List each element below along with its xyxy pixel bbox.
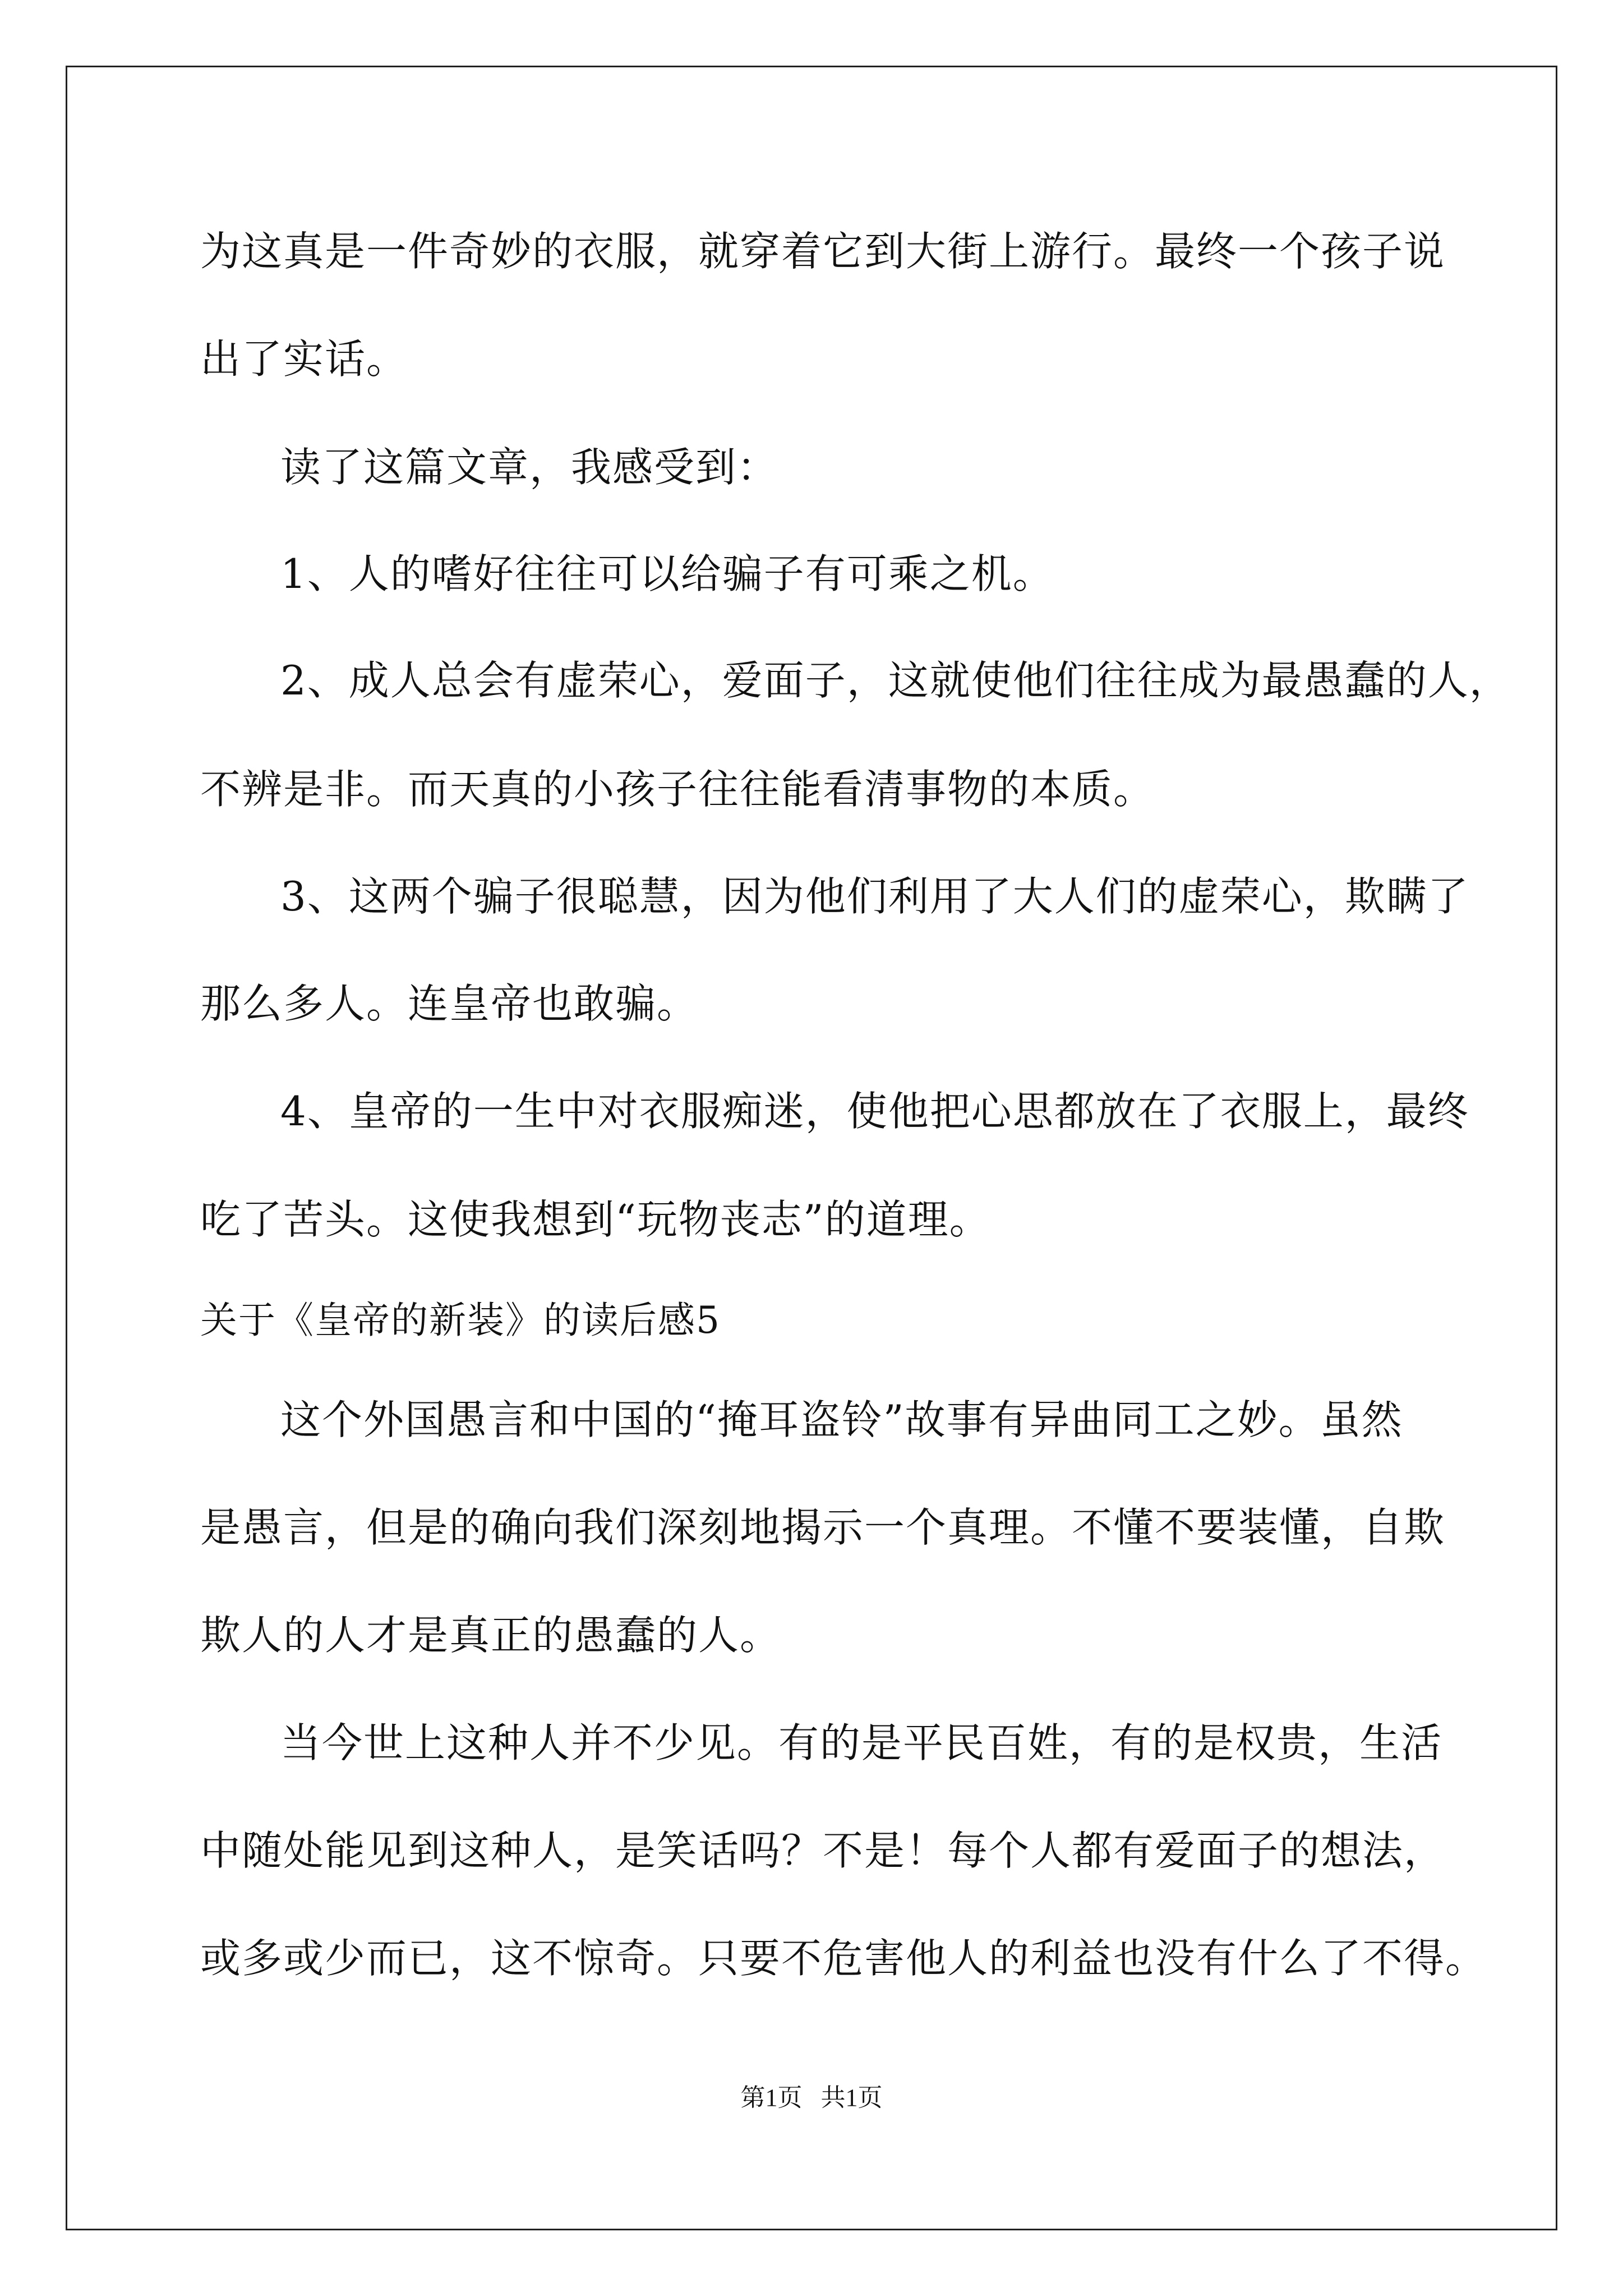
body-line: 当今世上这种人并不少见。有的是平民百姓，有的是权贵，生活 xyxy=(280,1719,1443,1766)
body-line: 这个外国愚言和中国的“掩耳盗铃”故事有异曲同工之妙。虽然 xyxy=(280,1396,1403,1443)
body-line: 或多或少而已，这不惊奇。只要不危害他人的利益也没有什么了不得。 xyxy=(200,1935,1487,1982)
body-line: 那么多人。连皇帝也敢骗。 xyxy=(200,980,699,1027)
body-line: 2、成人总会有虚荣心，爱面子，这就使他们往往成为最愚蠢的人， xyxy=(280,657,1511,704)
section-heading: 关于《皇帝的新装》的读后感5 xyxy=(200,1299,721,1342)
body-line: 出了实话。 xyxy=(200,335,408,383)
body-line: 是愚言，但是的确向我们深刻地揭示一个真理。不懂不要装懂，自欺 xyxy=(200,1504,1446,1551)
page-frame xyxy=(66,66,1557,2230)
body-line: 1、人的嗜好往往可以给骗子有可乘之机。 xyxy=(280,550,1054,597)
body-line: 为这真是一件奇妙的衣服，就穿着它到大街上游行。最终一个孩子说 xyxy=(200,228,1446,275)
body-line: 读了这篇文章，我感受到： xyxy=(280,444,779,491)
body-line: 中随处能见到这种人，是笑话吗？不是！每个人都有爱面子的想法， xyxy=(200,1827,1446,1874)
body-line: 欺人的人才是真正的愚蠢的人。 xyxy=(200,1612,782,1659)
body-line: 不辨是非。而天真的小孩子往往能看清事物的本质。 xyxy=(200,766,1155,813)
page-footer: 第1页 共1页 xyxy=(740,2084,883,2111)
body-line: 吃了苦头。这使我想到“玩物丧志”的道理。 xyxy=(200,1196,991,1243)
body-line: 4、皇帝的一生中对衣服痴迷，使他把心思都放在了衣服上，最终 xyxy=(280,1088,1469,1135)
body-line: 3、这两个骗子很聪慧，因为他们利用了大人们的虚荣心，欺瞒了 xyxy=(280,873,1469,920)
